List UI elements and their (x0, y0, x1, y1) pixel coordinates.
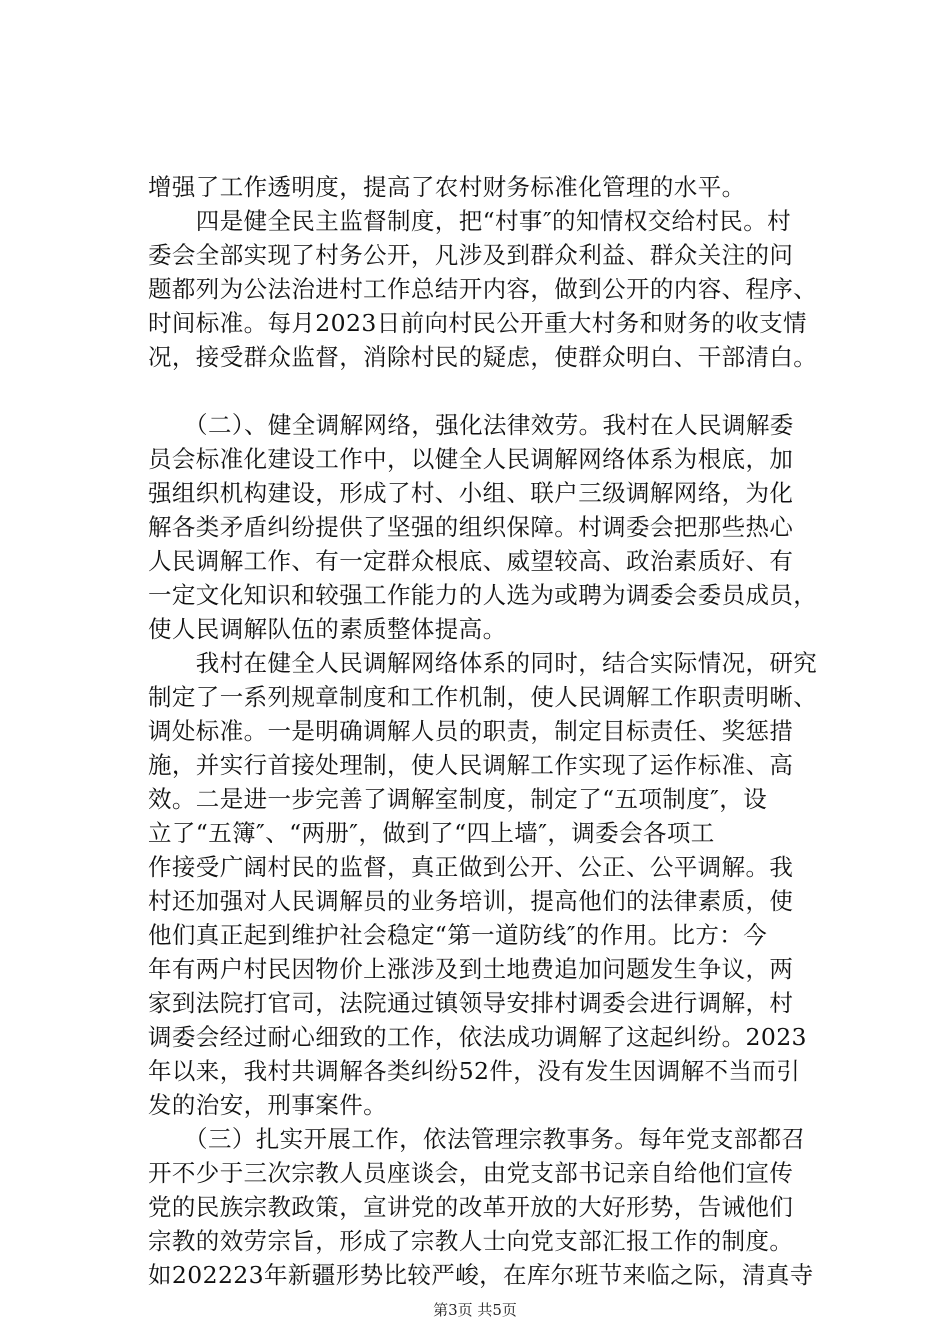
text-line: 宗教的效劳宗旨，形成了宗教人士向党支部汇报工作的制度。 (148, 1227, 794, 1255)
text-line: 况，接受群众监督，消除村民的疑虑，使群众明白、干部清白。 (148, 343, 818, 371)
text-line: 委会全部实现了村务公开，凡涉及到群众利益、群众关注的问 (148, 241, 794, 269)
page-footer: 第3页 共5页 (433, 1301, 517, 1319)
text-line: 施，并实行首接处理制，使人民调解工作实现了运作标准、高 (148, 751, 794, 779)
text-line: 解各类矛盾纠纷提供了坚强的组织保障。村调委会把那些热心 (148, 513, 794, 541)
text-line: 我村在健全人民调解网络体系的同时，结合实际情况，研究 (148, 649, 818, 677)
text-line: 年有两户村民因物价上涨涉及到土地费追加问题发生争议，两 (148, 955, 794, 983)
text-line: 使人民调解队伍的素质整体提高。 (148, 615, 507, 643)
text-line: （三）扎实开展工作，依法管理宗教事务。每年党支部都召 (148, 1125, 806, 1153)
text-line: （二）、健全调解网络，强化法律效劳。我村在人民调解委 (148, 411, 794, 439)
text-line: 开不少于三次宗教人员座谈会，由党支部书记亲自给他们宣传 (148, 1159, 794, 1187)
text-line: 效。二是进一步完善了调解室制度，制定了“五项制度″，设 (148, 785, 768, 813)
text-line: 作接受广阔村民的监督，真正做到公开、公正、公平调解。我 (148, 853, 794, 881)
text-line: 家到法院打官司，法院通过镇领导安排村调委会进行调解，村 (148, 989, 794, 1017)
text-line: 发的治安，刑事案件。 (148, 1091, 387, 1119)
text-line: 立了“五簿″、“两册″，做到了“四上墙″，调委会各项工 (148, 819, 715, 847)
text-line: 调处标准。一是明确调解人员的职责，制定目标责任、奖惩措 (148, 717, 794, 745)
text-line: 强组织机构建设，形成了村、小组、联户三级调解网络，为化 (148, 479, 794, 507)
text-line: 一定文化知识和较强工作能力的人选为或聘为调委会委员成员， (148, 581, 818, 609)
text-line: 如202223年新疆形势比较严峻，在库尔班节来临之际，清真寺 (148, 1261, 814, 1289)
text-line: 制定了一系列规章制度和工作机制，使人民调解工作职责明晰、 (148, 683, 818, 711)
text-line: 年以来，我村共调解各类纠纷52件，没有发生因调解不当而引 (148, 1057, 801, 1085)
text-line: 员会标准化建设工作中，以健全人民调解网络体系为根底，加 (148, 445, 794, 473)
text-line: 他们真正起到维护社会稳定“第一道防线″的作用。比方：今 (148, 921, 768, 949)
text-line: 人民调解工作、有一定群众根底、威望较高、政治素质好、有 (148, 547, 794, 575)
text-line: 村还加强对人民调解员的业务培训，提高他们的法律素质，使 (148, 887, 794, 915)
text-line: 四是健全民主监督制度，把“村事″的知情权交给村民。村 (148, 207, 791, 235)
text-line: 党的民族宗教政策，宣讲党的改革开放的大好形势，告诫他们 (148, 1193, 794, 1221)
text-line: 增强了工作透明度，提高了农村财务标准化管理的水平。 (148, 173, 746, 201)
text-line: 题都列为公法治进村工作总结开内容，做到公开的内容、程序、 (148, 275, 818, 303)
text-line: 调委会经过耐心细致的工作，依法成功调解了这起纠纷。2023 (148, 1023, 807, 1051)
text-line: 时间标准。每月2023日前向村民公开重大村务和财务的收支情 (148, 309, 807, 337)
